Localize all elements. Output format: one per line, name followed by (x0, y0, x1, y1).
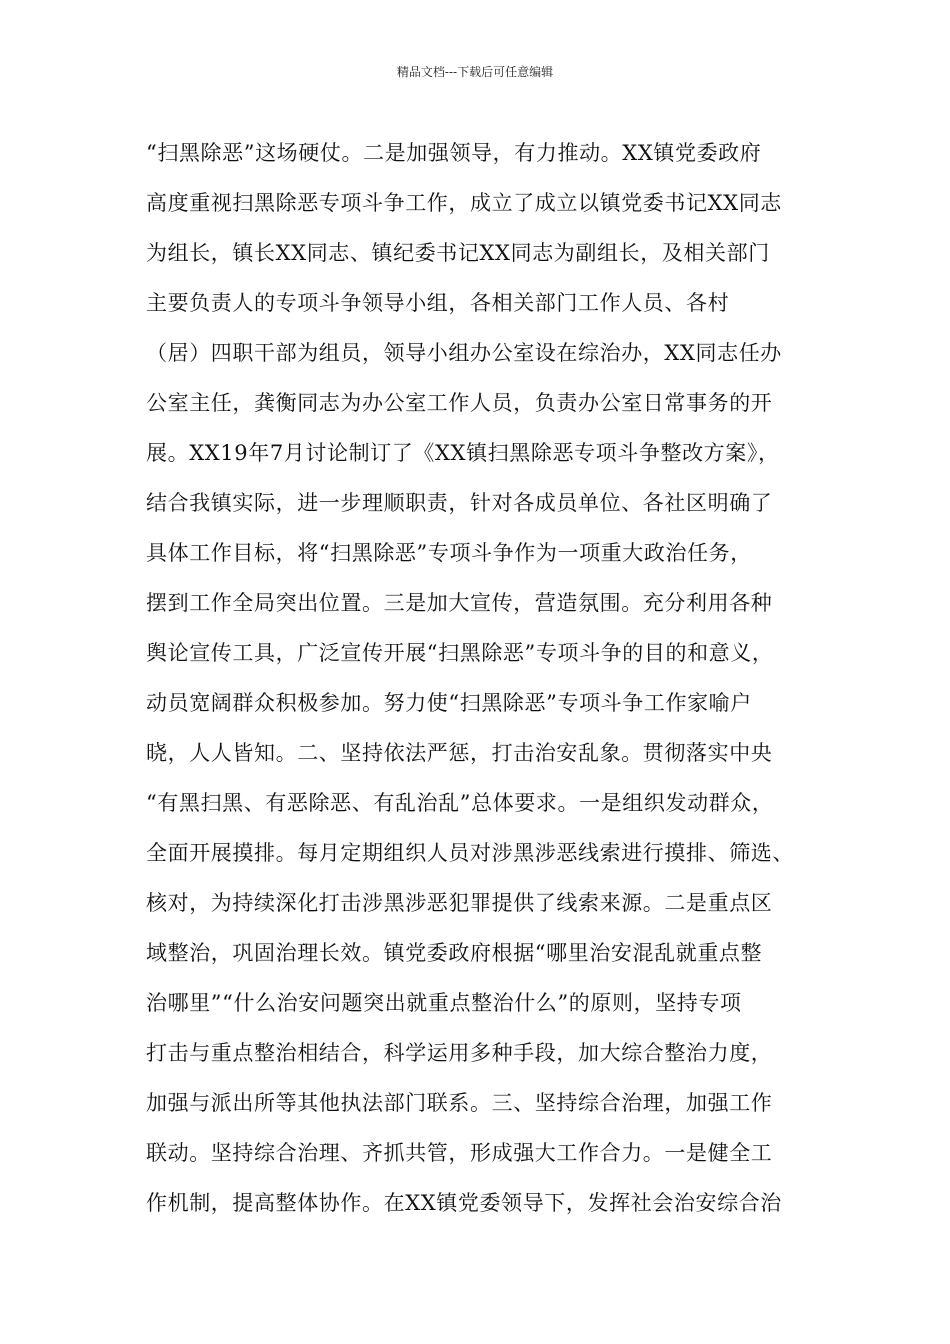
text-line: “有黑扫黑、有恶除恶、有乱治乱”总体要求。一是组织发动群众， (146, 791, 774, 815)
page-header: 精品文档---下载后可任意编辑 (396, 65, 554, 79)
text-line: 公室主任，龚衡同志为办公室工作人员，负责办公室日常事务的开 (146, 391, 773, 415)
text-line: （居）四职干部为组员，领导小组办公室设在综治办，XX同志任办 (146, 341, 782, 365)
text-line: 联动。坚持综合治理、齐抓共管，形成强大工作合力。一是健全工 (146, 1141, 773, 1165)
text-line: 为组长，镇长XX同志、镇纪委书记XX同志为副组长，及相关部门 (146, 241, 770, 265)
text-line: 作机制，提高整体协作。在XX镇党委领导下，发挥社会治安综合治 (146, 1191, 782, 1215)
text-line: 晓，人人皆知。二、坚持依法严惩，打击治安乱象。贯彻落实中央 (146, 741, 773, 765)
text-line: 具体工作目标，将“扫黑除恶”专项斗争作为一项重大政治任务， (146, 541, 752, 565)
document-body (146, 128, 826, 1228)
text-line: 域整治，巩固治理长效。镇党委政府根据“哪里治安混乱就重点整 (146, 941, 763, 965)
text-line: “扫黑除恶”这场硬仗。二是加强领导，有力推动。XX镇党委政府 (146, 141, 762, 165)
text-line: 治哪里”“什么治安问题突出就重点整治什么”的原则，坚持专项 (146, 991, 742, 1015)
text-line: 动员宽阔群众积极参加。努力使“扫黑除恶”专项斗争工作家喻户 (146, 691, 752, 715)
text-line: 展。XX19年7月讨论制订了《XX镇扫黑除恶专项斗争整改方案》， (146, 441, 780, 465)
text-line: 加强与派出所等其他执法部门联系。三、坚持综合治理，加强工作 (146, 1091, 773, 1115)
text-line: 主要负责人的专项斗争领导小组，各相关部门工作人员、各村 (146, 291, 730, 315)
text-line: 全面开展摸排。每月定期组织人员对涉黑涉恶线索进行摸排、筛选、 (146, 841, 794, 865)
text-line: 高度重视扫黑除恶专项斗争工作，成立了成立以镇党委书记XX同志 (146, 191, 782, 215)
text-line: 打击与重点整治相结合，科学运用多种手段，加大综合整治力度， (146, 1041, 773, 1065)
text-line: 摆到工作全局突出位置。三是加大宣传，营造氛围。充分利用各种 (146, 591, 773, 615)
text-line: 核对，为持续深化打击涉黑涉恶犯罪提供了线索来源。二是重点区 (146, 891, 773, 915)
text-line: 结合我镇实际，进一步理顺职责，针对各成员单位、各社区明确了 (146, 491, 773, 515)
text-line: 舆论宣传工具，广泛宣传开展“扫黑除恶”专项斗争的目的和意义， (146, 641, 774, 665)
